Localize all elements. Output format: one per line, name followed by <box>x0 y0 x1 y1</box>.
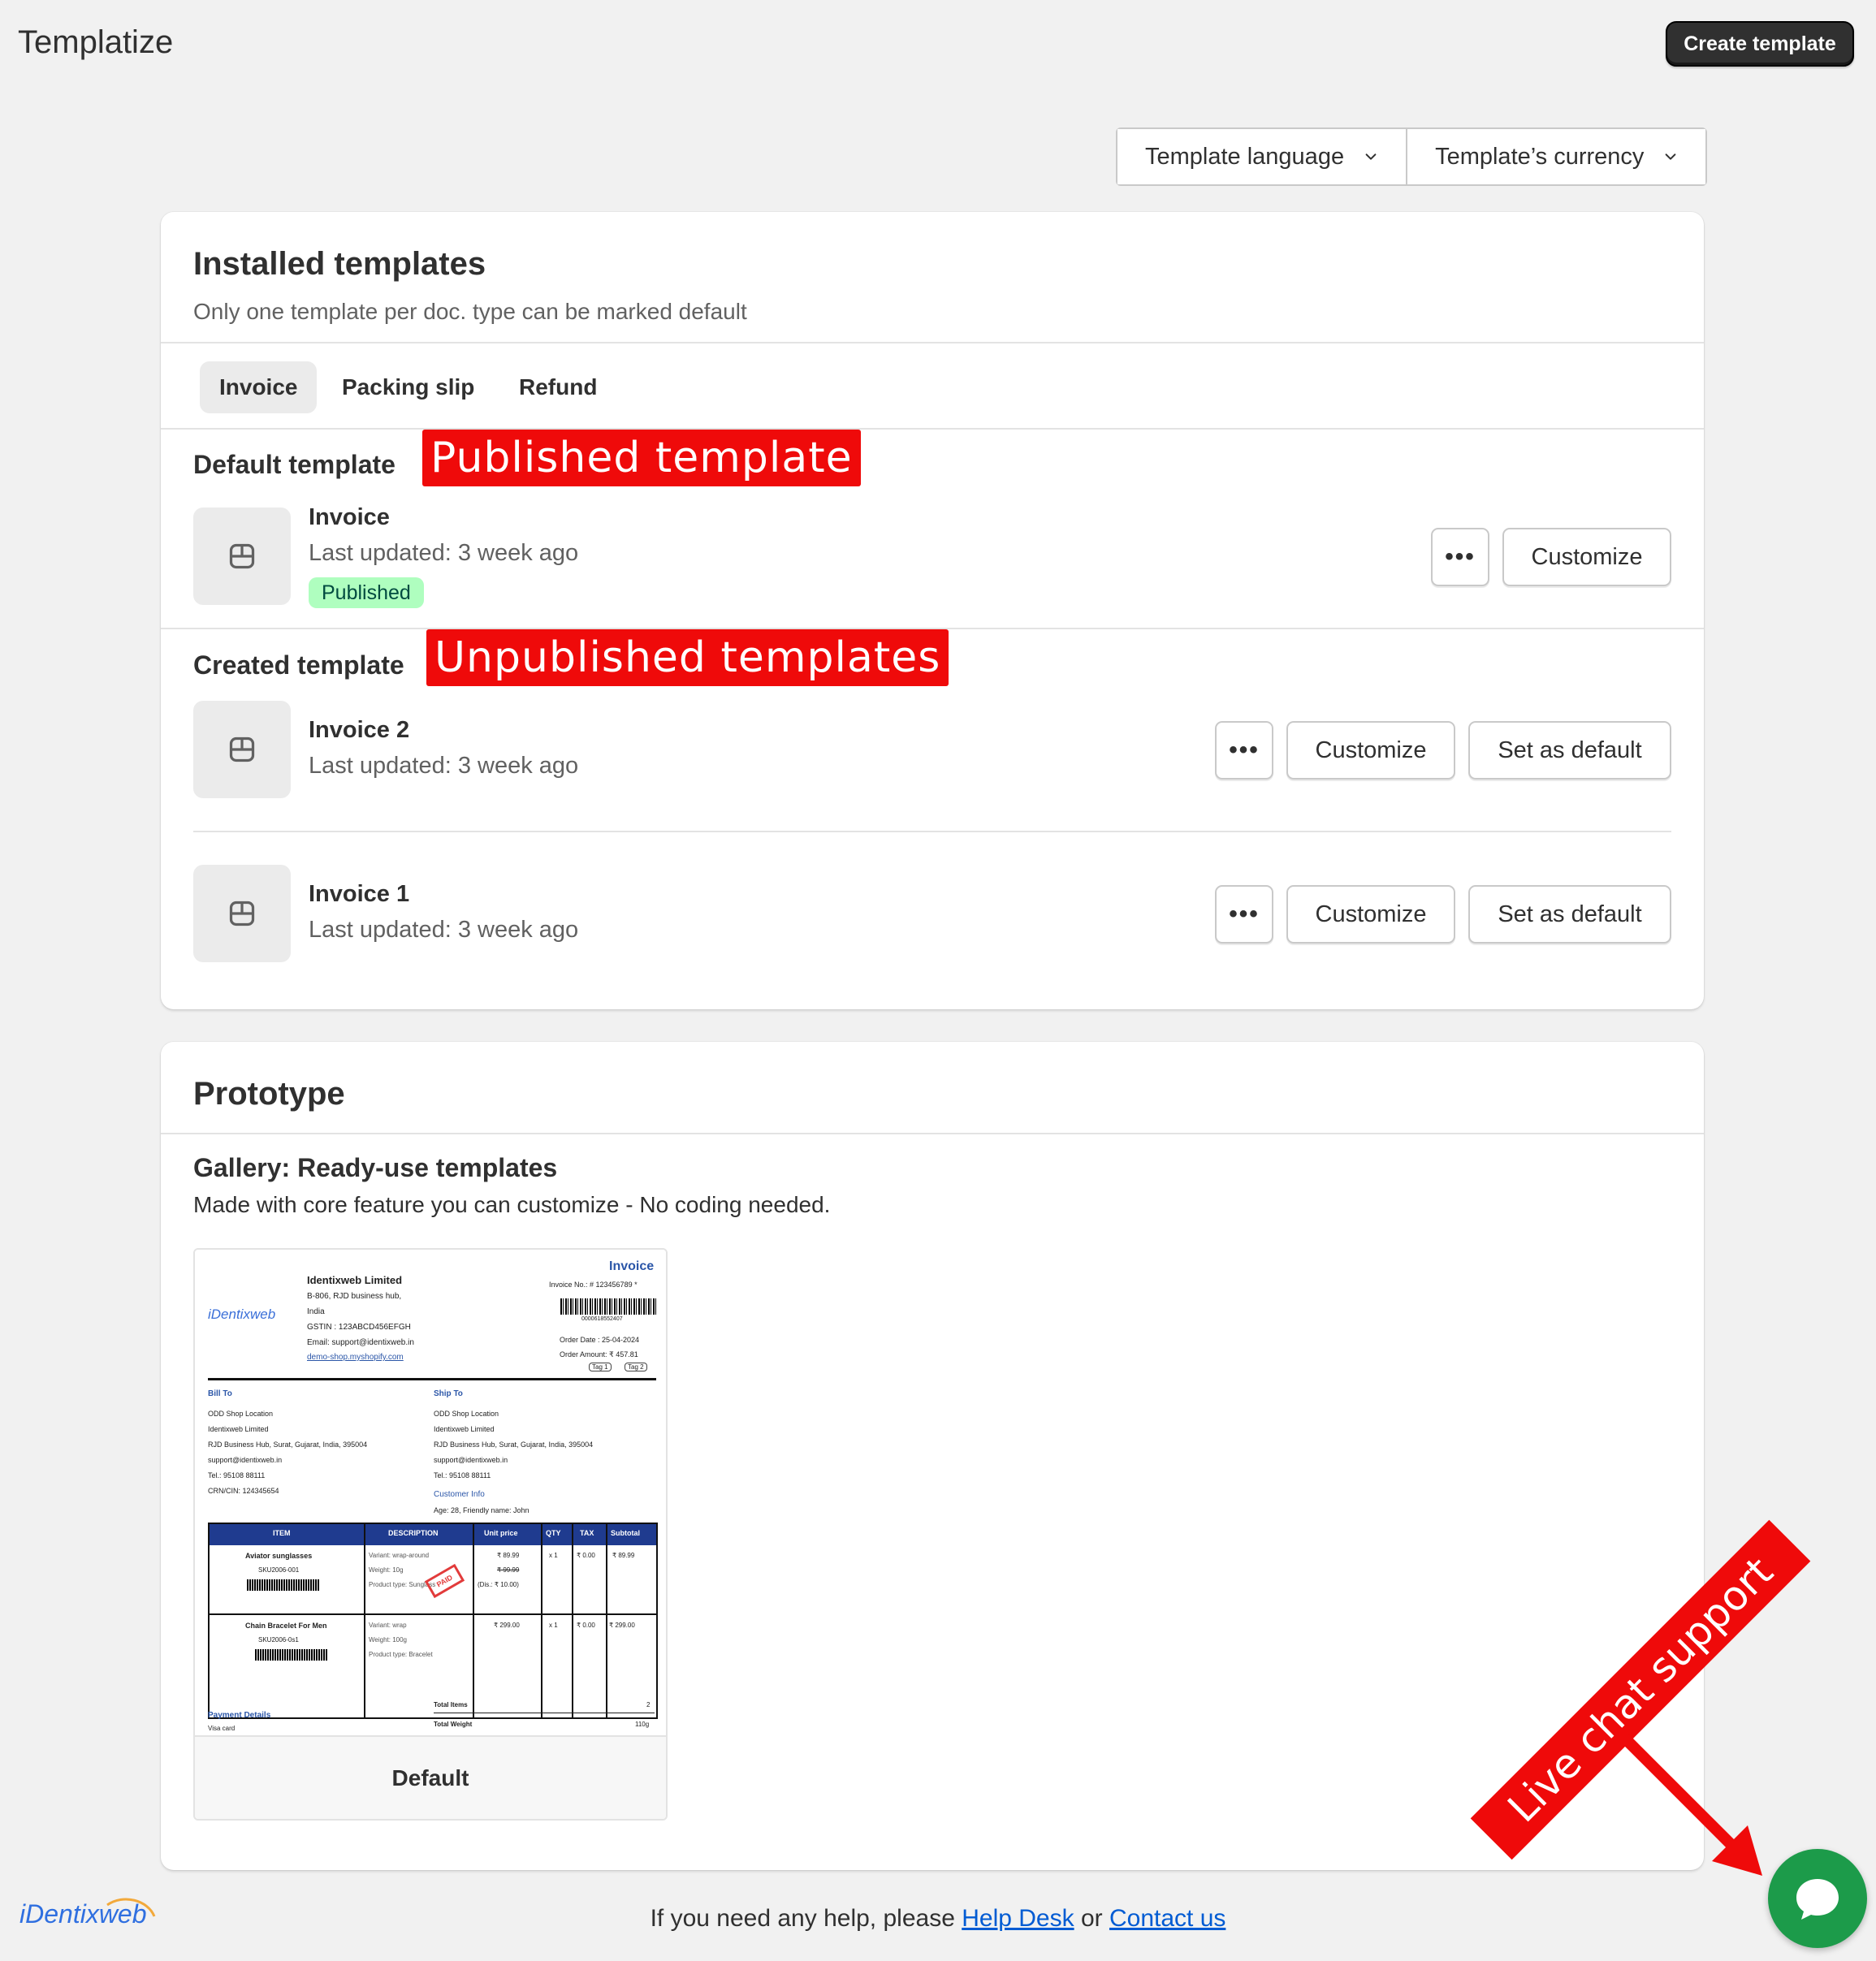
total-weight-label: Total Weight <box>434 1721 473 1728</box>
ship-line: Tel.: 95108 88111 <box>434 1471 491 1479</box>
row-qty: x 1 <box>549 1552 558 1559</box>
customer-info-heading: Customer Info <box>434 1490 485 1499</box>
items-table <box>208 1523 658 1719</box>
invoice-number: Invoice No.: # 123456789 * <box>549 1281 638 1289</box>
ship-line: Identixweb Limited <box>434 1425 495 1433</box>
chevron-down-icon <box>1364 149 1378 164</box>
chevron-down-icon <box>1663 149 1678 164</box>
default-template-label: Default template <box>193 450 396 479</box>
bill-line: support@identixweb.in <box>208 1456 283 1464</box>
installed-templates-title: Installed templates <box>193 246 486 282</box>
customize-button[interactable]: Customize <box>1502 528 1671 586</box>
bill-line: RJD Business Hub, Surat, Gujarat, India, 395004 <box>208 1441 368 1449</box>
help-text: If you need any help, please <box>650 1905 962 1932</box>
gallery-template-card[interactable] <box>193 1248 668 1821</box>
chat-icon <box>1792 1872 1844 1924</box>
row-sku: SKU2006-001 <box>258 1566 300 1574</box>
help-or-text: or <box>1074 1905 1109 1932</box>
help-footer <box>0 1905 1876 1933</box>
template-options <box>1116 127 1707 186</box>
ship-line: ODD Shop Location <box>434 1410 499 1418</box>
template-language-select[interactable] <box>1117 129 1406 184</box>
row-item: Chain Bracelet For Men <box>245 1622 327 1630</box>
company-address: B-806, RJD business hub, <box>307 1292 402 1301</box>
customize-button[interactable]: Customize <box>1286 885 1455 944</box>
barcode <box>560 1298 656 1315</box>
tab-refund[interactable]: Refund <box>519 374 598 400</box>
created-template-label: Created template <box>193 650 404 680</box>
row-subtotal: ₹ 89.99 <box>612 1552 635 1559</box>
row-price: ₹ 89.99 <box>497 1552 520 1559</box>
template-name: Invoice <box>309 504 390 530</box>
row-sku: SKU2006-0s1 <box>258 1636 299 1644</box>
tag: Tag 1 <box>589 1363 612 1371</box>
top-bar <box>0 0 1876 91</box>
order-date: Order Date : 25-04-2024 <box>560 1336 640 1344</box>
column-header: ITEM <box>273 1529 291 1537</box>
layout-icon <box>227 542 257 571</box>
template-name: Invoice 2 <box>309 717 410 743</box>
more-actions-button[interactable]: ••• <box>1215 885 1273 944</box>
logo-text: iDentixweb <box>19 1899 147 1929</box>
total-items-value: 2 <box>646 1701 651 1708</box>
row-desc: Product type: Sunglass <box>369 1581 436 1588</box>
invoice-preview <box>195 1250 666 1735</box>
divider <box>161 342 1704 343</box>
published-badge: Published <box>309 577 424 608</box>
template-thumbnail <box>193 508 291 605</box>
tag: Tag 2 <box>625 1363 647 1371</box>
row-tax: ₹ 0.00 <box>577 1622 595 1629</box>
published-template-callout: Published template <box>422 430 861 486</box>
row-desc: Variant: wrap <box>369 1622 407 1629</box>
row-desc: Product type: Bracelet <box>369 1651 433 1658</box>
company-email: Email: support@identixweb.in <box>307 1338 414 1347</box>
payment-details-heading: Payment Details <box>208 1711 271 1720</box>
set-as-default-button[interactable]: Set as default <box>1468 721 1671 780</box>
gallery-subtitle: Made with core feature you can customize - No coding needed. <box>193 1192 831 1217</box>
template-language-label: Template language <box>1145 143 1345 170</box>
help-desk-link[interactable]: Help Desk <box>962 1905 1074 1932</box>
paid-stamp: PAID <box>425 1564 465 1598</box>
page-title: Templatize <box>18 24 174 60</box>
tab-packing-slip[interactable]: Packing slip <box>342 374 475 400</box>
tab-invoice[interactable]: Invoice <box>200 361 317 413</box>
layout-icon <box>227 899 257 928</box>
template-thumbnail <box>193 701 291 798</box>
ship-line: RJD Business Hub, Surat, Gujarat, India, 395004 <box>434 1441 594 1449</box>
gallery-title: Gallery: Ready-use templates <box>193 1153 558 1182</box>
row-qty: x 1 <box>549 1622 558 1629</box>
template-currency-select[interactable] <box>1406 129 1705 184</box>
column-header: TAX <box>580 1529 594 1537</box>
bill-line: Identixweb Limited <box>208 1425 269 1433</box>
ship-line: support@identixweb.in <box>434 1456 508 1464</box>
unpublished-templates-callout: Unpublished templates <box>426 629 949 686</box>
row-old-price: ₹ 99.99 <box>497 1566 520 1574</box>
divider <box>193 831 1671 832</box>
row-item: Aviator sunglasses <box>245 1552 313 1560</box>
template-thumbnail <box>193 865 291 962</box>
template-updated: Last updated: 3 week ago <box>309 540 579 566</box>
template-name: Invoice 1 <box>309 881 410 907</box>
column-header: DESCRIPTION <box>388 1529 439 1537</box>
gallery-card-label: Default <box>195 1735 666 1819</box>
set-as-default-button[interactable]: Set as default <box>1468 885 1671 944</box>
prototype-card <box>161 1042 1704 1870</box>
invoice-heading: Invoice <box>609 1259 655 1273</box>
order-amount: Order Amount: ₹ 457.81 <box>560 1350 638 1358</box>
row-price: ₹ 299.00 <box>494 1622 520 1629</box>
column-header: Subtotal <box>611 1529 640 1537</box>
barcode-number: 0000618552407 <box>581 1316 623 1322</box>
company-logo: iDentixweb <box>208 1307 276 1322</box>
bill-to-heading: Bill To <box>208 1389 232 1398</box>
divider <box>161 428 1704 430</box>
payment-method: Visa card <box>208 1725 236 1732</box>
divider <box>161 1133 1704 1134</box>
column-header: QTY <box>546 1529 561 1537</box>
prototype-title: Prototype <box>193 1076 345 1112</box>
installed-templates-card <box>161 212 1704 1009</box>
more-actions-button[interactable]: ••• <box>1431 528 1489 586</box>
template-updated: Last updated: 3 week ago <box>309 753 579 779</box>
layout-icon <box>227 735 257 764</box>
ship-to-heading: Ship To <box>434 1389 463 1398</box>
live-chat-button[interactable] <box>1768 1849 1867 1948</box>
company-country: India <box>307 1307 325 1316</box>
company-site: demo-shop.myshopify.com <box>307 1353 404 1362</box>
row-desc: Weight: 10g <box>369 1566 404 1574</box>
bill-line: Tel.: 95108 88111 <box>208 1471 266 1479</box>
total-items-label: Total Items <box>434 1701 468 1708</box>
bill-line: ODD Shop Location <box>208 1410 274 1418</box>
live-chat-support-banner: Live chat support <box>1471 1520 1811 1860</box>
template-updated: Last updated: 3 week ago <box>309 917 579 943</box>
row-desc: Weight: 100g <box>369 1636 407 1644</box>
company-gstin: GSTIN : 123ABCD456EFGH <box>307 1323 411 1332</box>
row-discount: (Dis.: ₹ 10.00) <box>478 1581 519 1588</box>
more-actions-button[interactable]: ••• <box>1215 721 1273 780</box>
column-header: Unit price <box>484 1529 518 1537</box>
row-tax: ₹ 0.00 <box>577 1552 595 1559</box>
row-desc: Variant: wrap-around <box>369 1552 430 1559</box>
company-name: Identixweb Limited <box>307 1274 403 1286</box>
customize-button[interactable]: Customize <box>1286 721 1455 780</box>
red-arrow-icon <box>1616 1721 1779 1884</box>
template-currency-label: Template’s currency <box>1435 143 1645 170</box>
preview-divider <box>208 1378 656 1380</box>
create-template-button[interactable]: Create template <box>1666 21 1854 67</box>
total-weight-value: 110g <box>635 1721 650 1728</box>
customer-info-line: Age: 28, Friendly name: John <box>434 1506 530 1514</box>
row-subtotal: ₹ 299.00 <box>609 1622 635 1629</box>
bill-line: CRN/CIN: 124345654 <box>208 1487 279 1495</box>
installed-templates-subtitle: Only one template per doc. type can be marked default <box>193 299 747 324</box>
contact-us-link[interactable]: Contact us <box>1109 1905 1226 1932</box>
